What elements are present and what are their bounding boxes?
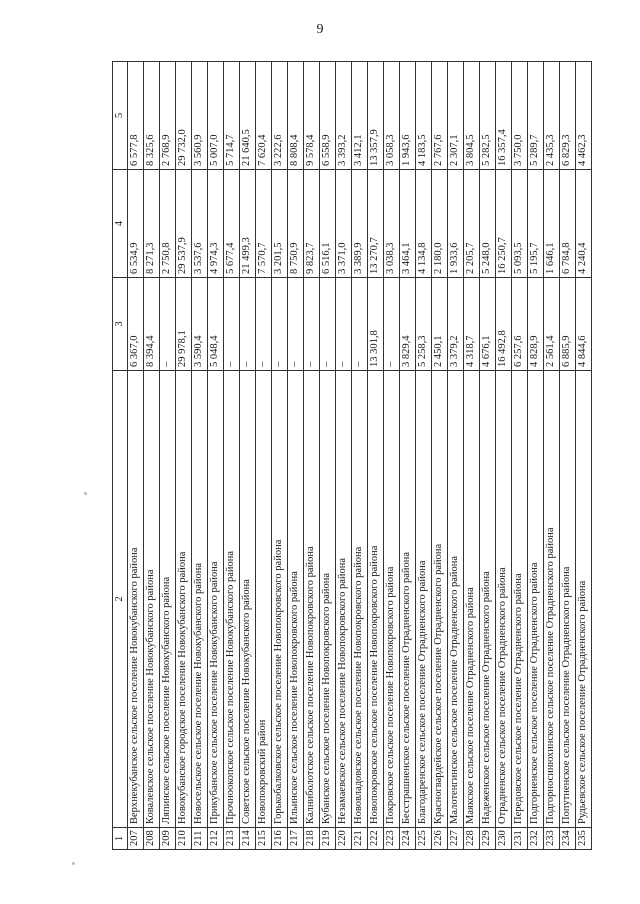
row-number-cell: 232 — [528, 828, 544, 850]
value-col4-cell: 1 646,1 — [544, 170, 560, 278]
value-col4-cell: 7 570,7 — [256, 170, 272, 278]
value-col5-cell: 6 558,9 — [320, 62, 336, 170]
value-col3-cell: – — [256, 278, 272, 371]
value-col4-cell: 6 516,1 — [320, 170, 336, 278]
value-col5-cell: 3 058,3 — [384, 62, 400, 170]
table-row — [304, 62, 320, 850]
value-col4-cell: 3 464,1 — [400, 170, 416, 278]
value-col4-cell: 6 534,9 — [128, 170, 144, 278]
value-col3-cell: – — [288, 278, 304, 371]
value-col5-cell: 8 325,6 — [144, 62, 160, 170]
header-cell-3: 3 — [113, 278, 128, 371]
value-col4-cell: 2 180,0 — [432, 170, 448, 278]
row-number-cell: 210 — [176, 828, 192, 850]
value-col3-cell: – — [384, 278, 400, 371]
row-number-cell: 213 — [224, 828, 240, 850]
value-col5-cell: 4 183,5 — [416, 62, 432, 170]
value-col3-cell: 2 561,4 — [544, 278, 560, 371]
row-number-cell: 225 — [416, 828, 432, 850]
settlement-name-cell: Верхнекубанское сельское поселение Новокубанского района — [128, 371, 144, 828]
row-number-cell: 222 — [368, 828, 384, 850]
value-col5-cell: 16 357,4 — [496, 62, 512, 170]
value-col4-cell: 21 499,3 — [240, 170, 256, 278]
scan-dot — [84, 492, 87, 495]
value-col5-cell: 6 829,3 — [560, 62, 576, 170]
value-col3-cell: 5 258,3 — [416, 278, 432, 371]
settlement-name-cell: Отрадненское сельское поселение Отрадненского района — [496, 371, 512, 828]
value-col3-cell: – — [304, 278, 320, 371]
settlement-name-cell: Ковалевское сельское поселение Новокубанского района — [144, 371, 160, 828]
table-row — [480, 62, 496, 850]
value-col5-cell: 5 714,7 — [224, 62, 240, 170]
value-col5-cell: 2 768,9 — [160, 62, 176, 170]
table-row — [224, 62, 240, 850]
table-row — [560, 62, 576, 850]
row-number-cell: 218 — [304, 828, 320, 850]
value-col5-cell: 3 804,5 — [464, 62, 480, 170]
row-number-cell: 229 — [480, 828, 496, 850]
table-row — [192, 62, 208, 850]
row-number-cell: 221 — [352, 828, 368, 850]
table-row — [368, 62, 384, 850]
table-row — [240, 62, 256, 850]
table-row — [320, 62, 336, 850]
value-col5-cell: 2 767,6 — [432, 62, 448, 170]
settlement-name-cell: Попутненское сельское поселение Отрадненского района — [560, 371, 576, 828]
value-col5-cell: 29 732,0 — [176, 62, 192, 170]
value-col4-cell: 8 271,3 — [144, 170, 160, 278]
value-col5-cell: 13 357,9 — [368, 62, 384, 170]
row-number-cell: 230 — [496, 828, 512, 850]
row-number-cell: 228 — [464, 828, 480, 850]
value-col5-cell: 3 412,1 — [352, 62, 368, 170]
table-row — [464, 62, 480, 850]
table-row — [576, 62, 592, 850]
settlement-name-cell: Новосельское сельское поселение Новокубанского района — [192, 371, 208, 828]
row-number-cell: 226 — [432, 828, 448, 850]
header-cell-4: 4 — [113, 170, 128, 278]
value-col4-cell: 3 389,9 — [352, 170, 368, 278]
value-col3-cell: – — [320, 278, 336, 371]
row-number-cell: 227 — [448, 828, 464, 850]
settlement-name-cell: Незамаевское сельское поселение Новопокровского района — [336, 371, 352, 828]
row-number-cell: 211 — [192, 828, 208, 850]
value-col5-cell: 5 007,0 — [208, 62, 224, 170]
row-number-cell: 209 — [160, 828, 176, 850]
header-cell-2: 2 — [113, 371, 128, 828]
settlement-name-cell: Новокубанское городское поселение Новокубанского района — [176, 371, 192, 828]
row-number-cell: 207 — [128, 828, 144, 850]
value-col4-cell: 2 750,8 — [160, 170, 176, 278]
value-col3-cell: 5 048,4 — [208, 278, 224, 371]
value-col3-cell: 3 829,4 — [400, 278, 416, 371]
value-col4-cell: 6 784,8 — [560, 170, 576, 278]
row-number-cell: 231 — [512, 828, 528, 850]
value-col4-cell: 29 537,9 — [176, 170, 192, 278]
row-number-cell: 224 — [400, 828, 416, 850]
value-col3-cell: 3 590,4 — [192, 278, 208, 371]
value-col4-cell: 4 134,8 — [416, 170, 432, 278]
row-number-cell: 235 — [576, 828, 592, 850]
settlement-name-cell: Красногвардейское сельское поселение Отрадненского района — [432, 371, 448, 828]
value-col4-cell: 5 677,4 — [224, 170, 240, 278]
settlement-name-cell: Новопокровское сельское поселение Новопокровского района — [368, 371, 384, 828]
value-col5-cell: 4 462,3 — [576, 62, 592, 170]
value-col3-cell: 4 828,9 — [528, 278, 544, 371]
value-col3-cell: – — [272, 278, 288, 371]
header-cell-5: 5 — [113, 62, 128, 170]
value-col5-cell: 3 750,0 — [512, 62, 528, 170]
value-col5-cell: 1 943,6 — [400, 62, 416, 170]
value-col4-cell: 2 205,7 — [464, 170, 480, 278]
table-row — [528, 62, 544, 850]
table-row — [544, 62, 560, 850]
table-row — [176, 62, 192, 850]
row-number-cell: 233 — [544, 828, 560, 850]
settlement-name-cell: Новопокровский район — [256, 371, 272, 828]
settlement-name-cell: Подгорносинюхинское сельское поселение Отрадненского района — [544, 371, 560, 828]
value-col4-cell: 3 537,6 — [192, 170, 208, 278]
value-col3-cell: 13 301,8 — [368, 278, 384, 371]
table-row — [144, 62, 160, 850]
value-col4-cell: 1 933,6 — [448, 170, 464, 278]
value-col3-cell: 4 676,1 — [480, 278, 496, 371]
value-col4-cell: 16 250,7 — [496, 170, 512, 278]
row-number-cell: 223 — [384, 828, 400, 850]
table-row — [384, 62, 400, 850]
value-col3-cell: – — [352, 278, 368, 371]
scan-dot — [72, 862, 75, 865]
value-col4-cell: 5 093,5 — [512, 170, 528, 278]
row-number-cell: 234 — [560, 828, 576, 850]
table-row — [496, 62, 512, 850]
settlement-name-cell: Ляпинское сельское поселение Новокубанского района — [160, 371, 176, 828]
value-col4-cell: 4 240,4 — [576, 170, 592, 278]
value-col5-cell: 8 808,4 — [288, 62, 304, 170]
settlement-name-cell: Прикубанское сельское поселение Новокубанского района — [208, 371, 224, 828]
value-col5-cell: 3 393,2 — [336, 62, 352, 170]
header-cell-1: 1 — [113, 828, 128, 850]
settlement-name-cell: Маякское сельское поселение Отрадненского района — [464, 371, 480, 828]
row-number-cell: 212 — [208, 828, 224, 850]
page-number: 9 — [316, 22, 324, 37]
settlement-name-cell: Калниболотское сельское поселение Новопокровского района — [304, 371, 320, 828]
value-col3-cell: 2 450,1 — [432, 278, 448, 371]
value-col3-cell: – — [160, 278, 176, 371]
table-row — [272, 62, 288, 850]
value-col4-cell: 13 270,7 — [368, 170, 384, 278]
value-col5-cell: 3 222,6 — [272, 62, 288, 170]
table-row — [128, 62, 144, 850]
value-col3-cell: 29 978,1 — [176, 278, 192, 371]
row-number-cell: 220 — [336, 828, 352, 850]
value-col3-cell: 6 367,0 — [128, 278, 144, 371]
value-col5-cell: 7 620,4 — [256, 62, 272, 170]
value-col5-cell: 6 577,8 — [128, 62, 144, 170]
value-col4-cell: 3 038,3 — [384, 170, 400, 278]
settlement-name-cell: Горькобалковское сельское поселение Новопокровского района — [272, 371, 288, 828]
value-col3-cell: 8 394,4 — [144, 278, 160, 371]
value-col5-cell: 21 640,5 — [240, 62, 256, 170]
value-col5-cell: 2 307,1 — [448, 62, 464, 170]
value-col4-cell: 9 823,7 — [304, 170, 320, 278]
settlement-name-cell: Бесстрашненское сельское поселение Отрадненского района — [400, 371, 416, 828]
value-col3-cell: 6 257,6 — [512, 278, 528, 371]
settlement-name-cell: Советское сельское поселение Новокубанского района — [240, 371, 256, 828]
settlement-name-cell: Прочноокопское сельское поселение Новокубанского района — [224, 371, 240, 828]
value-col4-cell: 4 974,3 — [208, 170, 224, 278]
row-number-cell: 214 — [240, 828, 256, 850]
settlement-name-cell: Кубанское сельское поселение Новопокровского района — [320, 371, 336, 828]
value-col5-cell: 5 282,5 — [480, 62, 496, 170]
budget-table — [112, 61, 592, 850]
settlement-name-cell: Передовское сельское поселение Отрадненского района — [512, 371, 528, 828]
value-col3-cell: 16 492,8 — [496, 278, 512, 371]
value-col4-cell: 8 750,9 — [288, 170, 304, 278]
budget-table-frame — [112, 62, 589, 850]
table-row — [512, 62, 528, 850]
value-col4-cell: 3 371,0 — [336, 170, 352, 278]
table-row — [416, 62, 432, 850]
settlement-name-cell: Благодаренское сельское поселение Отрадненского района — [416, 371, 432, 828]
row-number-cell: 215 — [256, 828, 272, 850]
value-col4-cell: 3 201,5 — [272, 170, 288, 278]
table-row — [336, 62, 352, 850]
value-col5-cell: 2 435,3 — [544, 62, 560, 170]
value-col5-cell: 9 578,4 — [304, 62, 320, 170]
row-number-cell: 219 — [320, 828, 336, 850]
table-row — [352, 62, 368, 850]
rotated-table-container — [112, 62, 589, 850]
row-number-cell: 216 — [272, 828, 288, 850]
settlement-name-cell: Рудьевское сельское поселение Отрадненского района — [576, 371, 592, 828]
table-row — [432, 62, 448, 850]
table-row — [208, 62, 224, 850]
value-col3-cell: 4 844,6 — [576, 278, 592, 371]
value-col4-cell: 5 248,0 — [480, 170, 496, 278]
value-col3-cell: 6 885,9 — [560, 278, 576, 371]
table-row — [288, 62, 304, 850]
row-number-cell: 217 — [288, 828, 304, 850]
table-row — [400, 62, 416, 850]
settlement-name-cell: Малотенгинское сельское поселение Отрадненского района — [448, 371, 464, 828]
value-col3-cell: 3 379,2 — [448, 278, 464, 371]
table-row — [256, 62, 272, 850]
table-row — [160, 62, 176, 850]
table-row — [448, 62, 464, 850]
settlement-name-cell: Подгорненское сельское поселение Отрадненского района — [528, 371, 544, 828]
value-col3-cell: 4 318,7 — [464, 278, 480, 371]
table-header-row — [113, 62, 128, 850]
row-number-cell: 208 — [144, 828, 160, 850]
settlement-name-cell: Надеженское сельское поселение Отрадненского района — [480, 371, 496, 828]
value-col3-cell: – — [240, 278, 256, 371]
value-col3-cell: – — [336, 278, 352, 371]
settlement-name-cell: Покровское сельское поселение Новопокровского района — [384, 371, 400, 828]
value-col5-cell: 5 289,7 — [528, 62, 544, 170]
settlement-name-cell: Ильинское сельское поселение Новопокровского района — [288, 371, 304, 828]
settlement-name-cell: Нововладовское сельское поселение Новопокровского района — [352, 371, 368, 828]
value-col3-cell: – — [224, 278, 240, 371]
value-col5-cell: 3 560,9 — [192, 62, 208, 170]
value-col4-cell: 5 195,7 — [528, 170, 544, 278]
